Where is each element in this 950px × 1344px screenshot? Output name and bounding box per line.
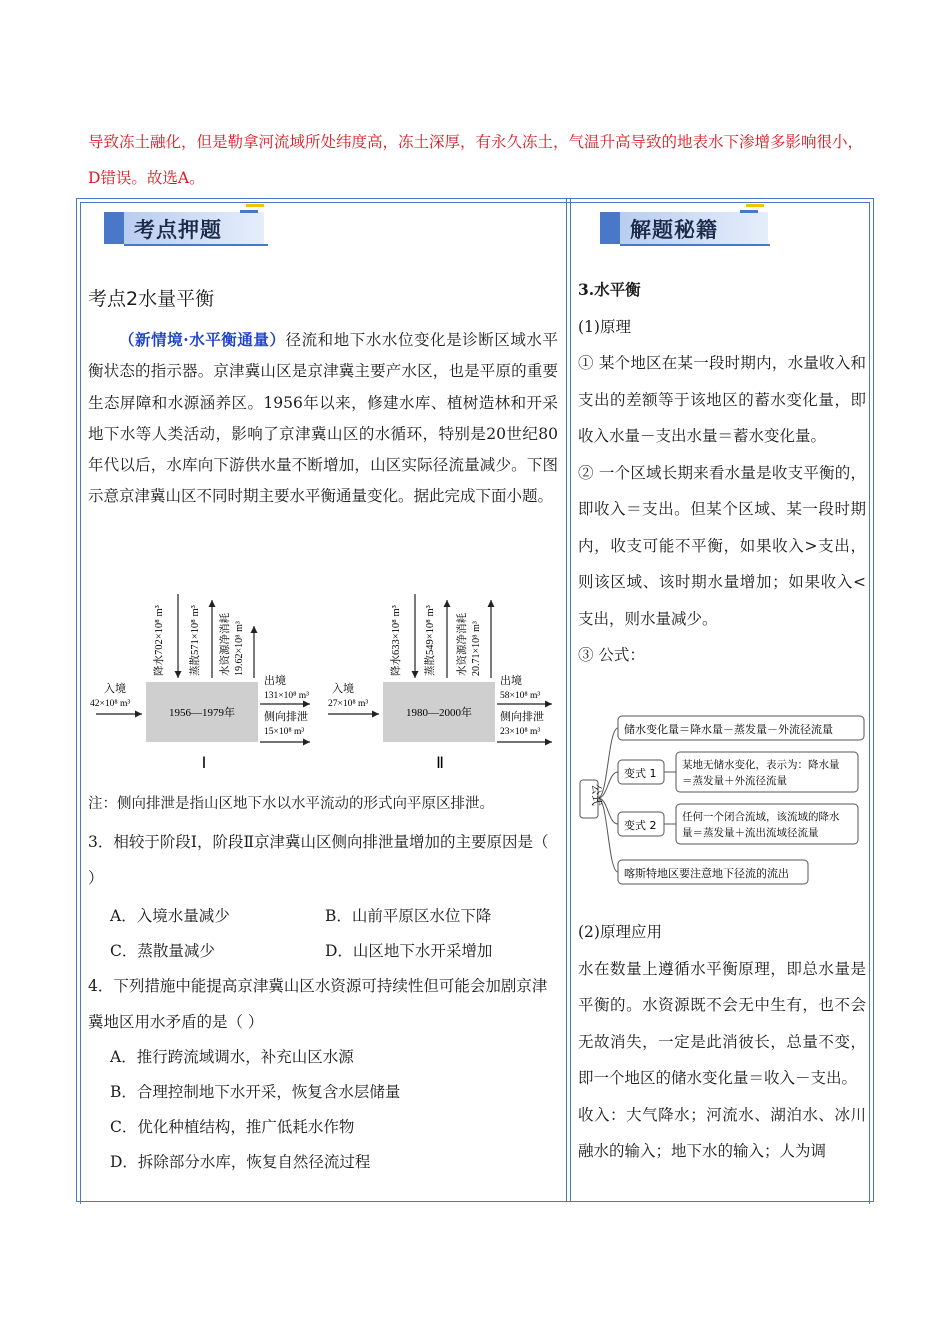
inflow-label: 入境 (332, 683, 354, 695)
q3-option-d[interactable]: D．山区地下水开采增加 (325, 942, 493, 960)
q4-option-c[interactable]: C．优化种植结构，推广低耗水作物 (110, 1118, 355, 1136)
water-balance-diagram (88, 592, 558, 784)
q3-option-b[interactable]: B．山前平原区水位下降 (325, 907, 492, 925)
outflow-label: 出境 (500, 675, 522, 687)
question-column (88, 284, 558, 513)
consume-value: 20.71×10⁸ m³ (471, 621, 482, 676)
diagram-note: 注：侧向排泄是指山区地下水以水平流动的形式向平原区排泄。 (88, 796, 494, 812)
answer-explanation: 导致冻土融化，但是勒拿河流域所处纬度高，冻土深厚，有永久冻土，气温升高导致的地表水下渗增多影响很小，D错误。故选A。 (88, 133, 864, 187)
variant-2-text: 量＝蒸发量＋流出流域径流量 (682, 827, 819, 839)
q4-option-a[interactable]: A．推行跨流域调水，补充山区水源 (110, 1048, 354, 1066)
mijie-banner (600, 210, 772, 246)
tips-column (578, 272, 866, 674)
variant-1-label: 变式 1 (624, 767, 657, 780)
question-3-stem: 3．相较于阶段Ⅰ，阶段Ⅱ京津冀山区侧向排泄量增加的主要原因是（ ） (88, 833, 549, 887)
consume-value: 19.62×10⁸ m³ (234, 621, 245, 676)
kaodian-banner (104, 210, 268, 246)
tips-heading: 3.水平衡 (578, 280, 641, 299)
q3-option-a[interactable]: A．入境水量减少 (110, 907, 230, 925)
lateral-label: 侧向排泄 (264, 711, 308, 723)
karst-note: 喀斯特地区要注意地下径流的流出 (624, 867, 789, 880)
precip-label: 降水702×10⁸ m³ (154, 605, 165, 676)
outflow-value: 131×10⁸ m³ (264, 691, 310, 701)
variant-1-text: ＝蒸发量＋外流径流量 (682, 775, 787, 787)
outflow-value: 58×10⁸ m³ (500, 691, 541, 701)
subheading-principle: (1)原理 (578, 317, 631, 336)
formula-root: 公式 (590, 784, 603, 806)
variant-2-text: 任何一个闭合流域，该流域的降水 (682, 811, 840, 823)
lateral-label: 侧向排泄 (500, 711, 544, 723)
inflow-value: 27×10⁸ m³ (328, 699, 369, 709)
banner-title: 解题秘籍 (630, 218, 718, 242)
formula-main: 储水变化量＝降水量－蒸发量－外流径流量 (624, 723, 833, 736)
application-text: 水在数量上遵循水平衡原理，即总水量是平衡的。水资源既不会无中生有，也不会无故消失，一定是此消彼长，总量不变，即一个地区的储水变化量＝收入－支出。 (578, 959, 866, 1087)
context-tag: （新情境·水平衡通量） (119, 330, 286, 349)
column-divider (566, 198, 567, 1202)
variant-2-label: 变式 2 (624, 819, 657, 832)
inflow-value: 42×10⁸ m³ (90, 699, 131, 709)
inflow-label: 入境 (104, 683, 126, 695)
application-section (578, 914, 866, 1170)
evap-label: 蒸散571×10⁸ m³ (190, 605, 201, 676)
panel-numeral: Ⅱ (436, 755, 444, 772)
lateral-value: 23×10⁸ m³ (500, 727, 541, 737)
lateral-value: 15×10⁸ m³ (264, 727, 305, 737)
q3-option-c[interactable]: C．蒸散量减少 (110, 942, 215, 960)
question-block (88, 788, 558, 1180)
formula-diagram (578, 712, 868, 890)
q4-option-b[interactable]: B．合理控制地下水开采，恢复含水层储量 (110, 1083, 401, 1101)
consume-label: 水资源净消耗 (457, 613, 468, 676)
variant-1-text: 某地无储水变化，表示为：降水量 (682, 759, 840, 771)
income-text: 收入：大气降水；河流水、湖泊水、冰川融水的输入；地下水的输入；人为调 (578, 1105, 866, 1160)
section-title: 考点2水量平衡 (88, 288, 215, 310)
intro-paragraph: （新情境·水平衡通量）径流和地下水水位变化是诊断区域水平衡状态的指示器。京津冀山区是京津冀主要产水区，也是平原的重要生态屏障和水源涵养区。1956年以来，修建水库、植树造林和开采地下水等人类活动，影响了京津冀山区的水循环，特别是20世纪80年代以后，水库向下游供水量不断增加，山区实际径流量减少。下图示意京津冀山区不同时期主要水平衡通量变化。据此完成下面小题。 (88, 330, 558, 506)
panel-1 (90, 594, 310, 772)
question-4-stem: 4．下列措施中能提高京津冀山区水资源可持续性但可能会加剧京津冀地区用水矛盾的是（ ） (88, 977, 548, 1031)
principle-3: ③ 公式： (578, 646, 645, 664)
q4-option-d[interactable]: D．拆除部分水库，恢复自然径流过程 (110, 1153, 371, 1171)
evap-label: 蒸散549×10⁸ m³ (425, 605, 436, 676)
outflow-label: 出境 (264, 675, 286, 687)
period-label: 1956—1979年 (169, 707, 235, 719)
banner-title: 考点押题 (134, 218, 222, 242)
precip-label: 降水633×10⁸ m³ (391, 605, 402, 676)
consume-label: 水资源净消耗 (220, 613, 231, 676)
subheading-application: (2)原理应用 (578, 923, 662, 941)
principle-2: ② 一个区域长期来看水量是收支平衡的，即收入＝支出。但某个区域、某一段时期内，收支可能不平衡，如果收入>支出，则该区域、该时期水量增加；如果收入<支出，则水量减少。 (578, 463, 866, 628)
period-label: 1980—2000年 (406, 707, 472, 719)
panel-numeral: Ⅰ (201, 755, 207, 772)
panel-2 (328, 594, 552, 772)
principle-1: ① 某个地区在某一段时期内，水量收入和支出的差额等于该地区的蓄水变化量，即收入水量－支出水量＝蓄水变化量。 (578, 354, 866, 445)
